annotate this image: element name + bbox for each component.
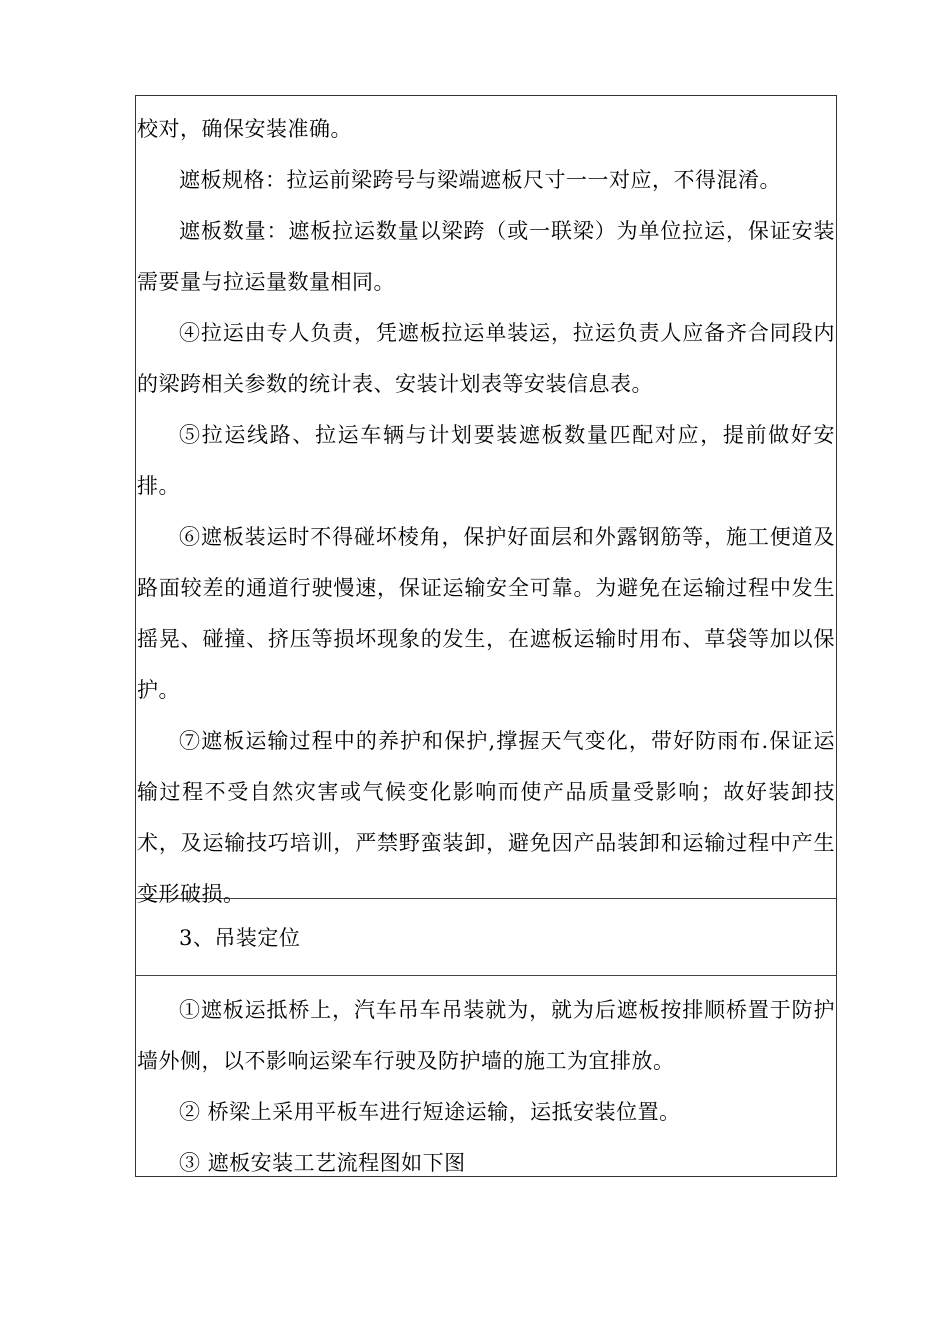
paragraph-item-4: ④拉运由专人负责，凭遮板拉运单装运，拉运负责人应备齐合同段内的梁跨相关参数的统计表、安装计划表等安装信息表。 <box>137 321 835 396</box>
paragraph-quantity: 遮板数量：遮板拉运数量以梁跨（或一联梁）为单位拉运，保证安装需要量与拉运量数量相同。 <box>137 219 835 294</box>
paragraph-hoist-1: ①遮板运抵桥上，汽车吊车吊装就为，就为后遮板按排顺桥置于防护墙外侧，以不影响运梁车行驶及防护墙的施工为宜排放。 <box>137 998 835 1073</box>
cell-transport-text <box>137 104 835 920</box>
row-divider-bottom <box>135 975 837 976</box>
paragraph-item-5: ⑤拉运线路、拉运车辆与计划要装遮板数量匹配对应，提前做好安排。 <box>137 423 835 498</box>
paragraph-item-6: ⑥遮板装运时不得碰坏棱角，保护好面层和外露钢筋等，施工便道及路面较差的通道行驶慢速，保证运输安全可靠。为避免在运输过程中发生摇晃、碰撞、挤压等损坏现象的发生，在遮板运输时用布、草袋等加以保护。 <box>137 525 835 702</box>
section-heading-hoisting: 3、吊装定位 <box>179 926 301 950</box>
paragraph-hoist-2: ② 桥梁上采用平板车进行短途运输，运抵安装位置。 <box>179 1100 681 1124</box>
paragraph-hoist-3: ③ 遮板安装工艺流程图如下图 <box>179 1151 466 1175</box>
paragraph-spec: 遮板规格：拉运前梁跨号与梁端遮板尺寸一一对应，不得混淆。 <box>179 168 781 192</box>
cell-section-heading <box>137 913 835 964</box>
paragraph-continuation: 校对，确保安装准确。 <box>137 117 352 141</box>
paragraph-item-7: ⑦遮板运输过程中的养护和保护,撑握天气变化，带好防雨布.保证运输过程不受自然灾害或气候变化影响而使产品质量受影响；故好装卸技术，及运输技巧培训，严禁野蛮装卸，避免因产品装卸和运输过程中产生变形破损。 <box>137 729 835 906</box>
cell-hoisting-text <box>137 985 835 1189</box>
